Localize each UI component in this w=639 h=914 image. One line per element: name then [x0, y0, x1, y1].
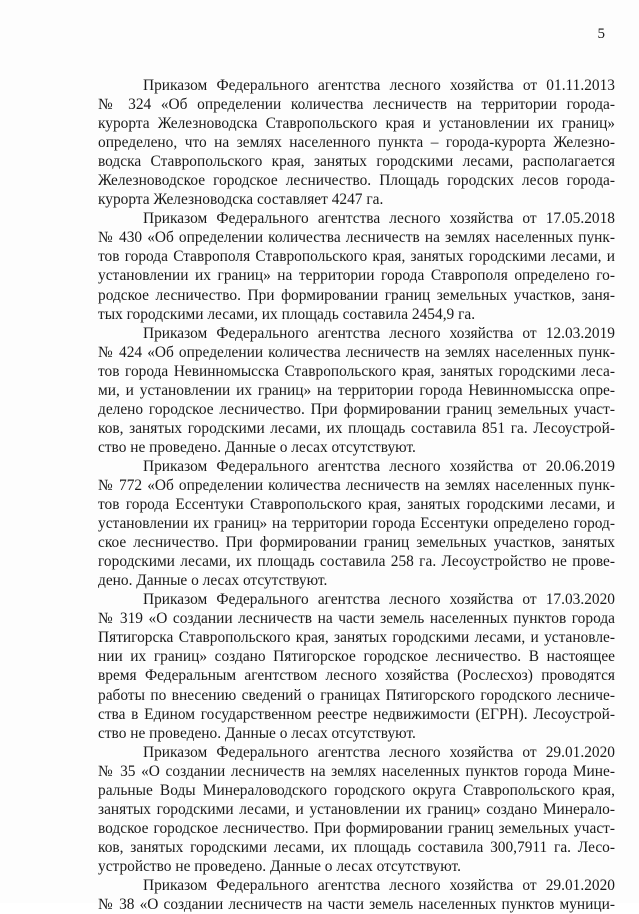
text-line: городскими лесами, их площадь составила 258 га. Лесоустройство не прове- — [98, 553, 615, 571]
text-line: установлении их границ» на территории города Ставрополя определено го- — [98, 267, 615, 285]
text-line: ства в Едином государственном реестре недвижимости (ЕГРН). Лесоустрой- — [98, 705, 615, 723]
paragraph — [98, 457, 615, 590]
text-line: ство не проведено. Данные о лесах отсутствуют. — [98, 438, 416, 456]
text-line: водское городское лесничество. При формировании границ земельных участ- — [98, 819, 615, 837]
text-line: № 430 «Об определении количества лесничеств на землях населенных пунк- — [98, 229, 615, 247]
text-line: № 38 «О создании лесничеств на части земель населенных пунктов муници- — [98, 896, 615, 914]
text-line: Приказом Федерального агентства лесного хозяйства от 12.03.2019 — [143, 324, 615, 342]
text-line: Приказом Федерального агентства лесного хозяйства от 17.05.2018 — [143, 210, 615, 228]
text-line: время Федеральным агентством лесного хозяйства (Рослесхоз) проводятся — [98, 667, 615, 685]
paragraph — [98, 209, 615, 323]
text-line: работы по внесению сведений о границах Пятигорского городского лесниче- — [98, 686, 615, 704]
text-line: Приказом Федерального агентства лесного хозяйства от 01.11.2013 — [143, 77, 615, 94]
text-line: курорта Железноводска составляет 4247 га. — [98, 191, 384, 209]
text-line: Железноводское городское лесничество. Площадь городских лесов города- — [98, 172, 615, 190]
text-line: № 772 «Об определении количества лесничеств на землях населенных пунк- — [98, 476, 615, 494]
text-line: тов города Ессентуки Ставропольского края, занятых городскими лесами, и — [98, 496, 615, 514]
paragraph — [98, 876, 615, 914]
text-line: Приказом Федерального агентства лесного хозяйства от 29.01.2020 — [143, 876, 615, 894]
text-line: № 35 «О создании лесничеств на землях населенных пунктов города Мине- — [98, 762, 615, 780]
text-line: ков, занятых городскими лесами, их площадь составила 300,7911 га. Лесо- — [98, 838, 615, 856]
text-line: ральные Воды Минераловодского городского округа Ставропольского края, — [98, 781, 615, 799]
text-line: № 324 «Об определении количества лесничеств на территории города- — [98, 96, 615, 114]
text-line: ское лесничество. При формировании границ земельных участков, занятых — [98, 534, 615, 552]
text-line: занятых городскими лесами, и установлении их границ» создано Минерало- — [98, 800, 615, 818]
text-line: Приказом Федерального агентства лесного хозяйства от 20.06.2019 — [143, 457, 615, 475]
text-line: водска Ставропольского края, занятых городскими лесами, располагается — [98, 153, 615, 171]
text-line: устройство не проведено. Данные о лесах отсутствуют. — [98, 857, 461, 875]
text-line: родское лесничество. При формировании границ земельных участков, заня- — [98, 286, 615, 304]
paragraph — [98, 743, 615, 876]
text-line: Приказом Федерального агентства лесного хозяйства от 29.01.2020 — [143, 743, 615, 761]
text-line: курорта Железноводска Ставропольского края и установлении их границ» — [98, 115, 615, 133]
text-line: ми, и установлении их границ» на территории города Невинномысска опре- — [98, 381, 615, 399]
paragraph — [98, 324, 615, 457]
text-line: дено. Данные о лесах отсутствуют. — [98, 572, 328, 590]
text-line: Пятигорска Ставропольского края, занятых городскими лесами, и установле- — [98, 629, 615, 647]
text-line: ков, занятых городскими лесами, их площадь составила 851 га. Лесоустрой- — [98, 419, 615, 437]
paragraph — [98, 76, 615, 209]
page-number: 5 — [597, 26, 605, 42]
text-line: Приказом Федерального агентства лесного хозяйства от 17.03.2020 — [143, 591, 615, 609]
text-line: нии их границ» создано Пятигорское городское лесничество. В настоящее — [98, 648, 615, 666]
text-line: определено, что на землях населенного пункта – города-курорта Железно- — [98, 134, 615, 152]
text-line: № 319 «О создании лесничеств на части земель населенных пунктов города — [98, 610, 615, 628]
text-line: установлении их границ» на территории города Ессентуки определено город- — [98, 515, 615, 533]
text-line: тов города Ставрополя Ставропольского края, занятых городскими лесами, и — [98, 248, 615, 266]
text-line: тых городскими лесами, их площадь составила 2454,9 га. — [98, 305, 476, 323]
text-line: ство не проведено. Данные о лесах отсутствуют. — [98, 724, 416, 742]
text-line: тов города Невинномысска Ставропольского края, занятых городскими леса- — [98, 362, 615, 380]
document-body — [98, 76, 615, 914]
paragraph — [98, 590, 615, 742]
text-line: № 424 «Об определении количества лесничеств на землях населенных пунк- — [98, 343, 615, 361]
text-line: делено городское лесничество. При формировании границ земельных участ- — [98, 400, 615, 418]
